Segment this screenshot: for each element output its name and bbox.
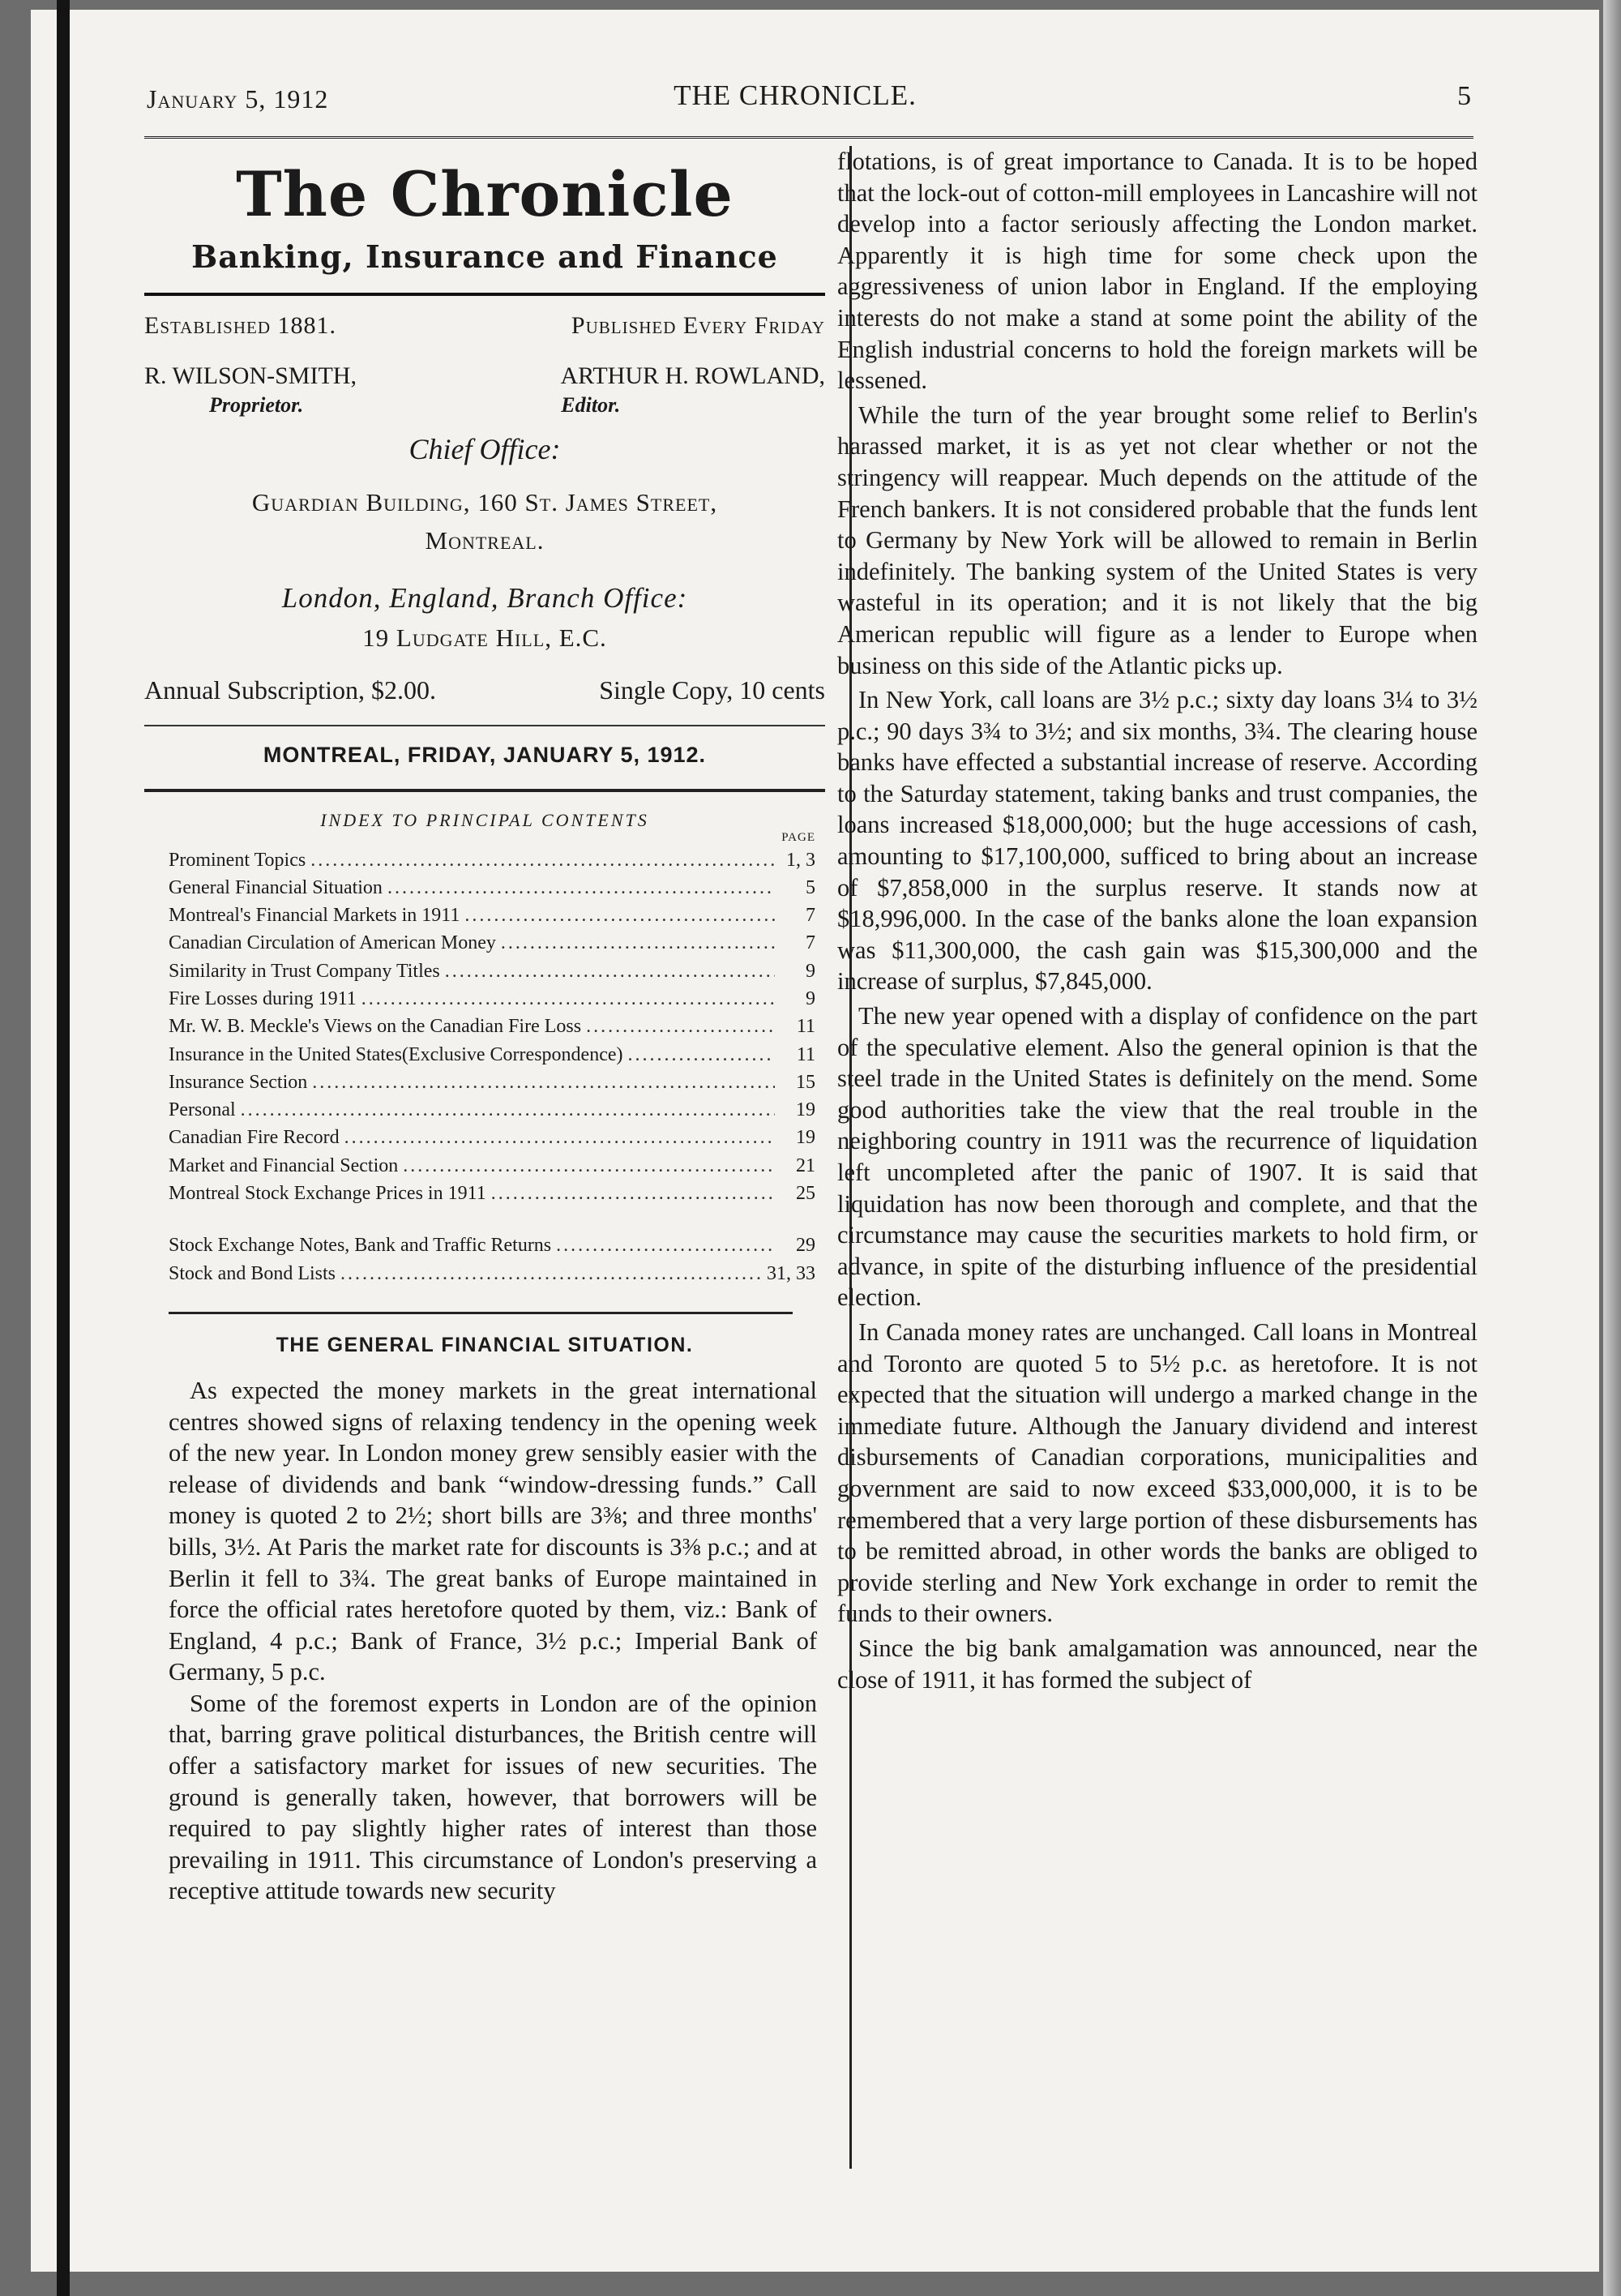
index-entry-label: General Financial Situation — [169, 876, 383, 898]
index-entry — [169, 1180, 815, 1207]
single-copy-price: Single Copy, 10 cents — [599, 675, 825, 705]
index-entry-label: Fire Losses during 1911 — [169, 987, 357, 1009]
index-leader-dots — [241, 1096, 775, 1124]
index-leader-dots — [403, 1152, 775, 1180]
index-entry-page: 25 — [796, 1183, 815, 1205]
index-page-header: PAGE — [781, 830, 815, 844]
editor-name: ARTHUR H. ROWLAND, — [560, 362, 825, 389]
index-leader-dots — [445, 957, 775, 985]
index-leader-dots — [556, 1232, 775, 1259]
article-heading: THE GENERAL FINANCIAL SITUATION. — [276, 1333, 694, 1356]
index-entry — [169, 1096, 815, 1124]
established-text: Established 1881. — [144, 312, 336, 339]
binding-edge — [57, 0, 70, 2296]
index-leader-dots — [627, 1041, 775, 1069]
index-entry — [169, 1041, 815, 1069]
page-number: 5 — [1457, 81, 1472, 111]
index-entry-label: Mr. W. B. Meckle's Views on the Canadian Fire Loss — [169, 1016, 582, 1038]
masthead — [144, 158, 825, 275]
index-leader-dots — [387, 874, 775, 902]
index-entry — [169, 957, 815, 985]
index-entry-page: 11 — [796, 1016, 815, 1038]
article-paragraph: Since the big bank amalgamation was announced, near the close of 1911, it has formed the subject of — [837, 1634, 1478, 1694]
index-list-secondary — [144, 1232, 825, 1287]
index-leader-dots — [344, 1124, 775, 1151]
index-entry-label: Canadian Fire Record — [169, 1127, 340, 1149]
header-title: THE CHRONICLE. — [674, 79, 917, 111]
index-leader-dots — [491, 1180, 775, 1207]
index-leader-dots — [586, 1013, 775, 1040]
header-date: January 5, 1912 — [147, 84, 329, 114]
index-entry-page: 7 — [806, 932, 815, 954]
index-entry — [169, 1013, 815, 1040]
index-entry-label: Canadian Circulation of American Money — [169, 932, 496, 954]
index-entry-label: Insurance in the United States(Exclusive Correspondence) — [169, 1043, 623, 1065]
article-paragraph: flotations, is of great importance to Canada. It is to be hoped that the lock-out of cotton-mill employees in Lancashire will not develop into a factor seriously affecting the London market. Apparently it is high time for some check upon the aggressiveness of union labor in England. If the employing interests do not make a stand at some point the ability of the English industrial concerns to hold the foreign markets will be lessened. — [837, 148, 1478, 395]
index-entry — [169, 1152, 815, 1180]
masthead-subtitle: Banking, Insurance and Finance — [191, 238, 778, 275]
branch-office-address: 19 Ludgate Hill, E.C. — [362, 623, 607, 652]
section-rule — [169, 1312, 793, 1314]
index-entry-page: 19 — [796, 1099, 815, 1121]
chief-office-address-line-2: Montreal. — [425, 525, 545, 555]
index-title: INDEX TO PRINCIPAL CONTENTS — [320, 809, 649, 830]
proprietor-name: R. WILSON-SMITH, — [144, 362, 357, 389]
index-entry-page: 15 — [796, 1071, 815, 1093]
index-entry-label: Montreal Stock Exchange Prices in 1911 — [169, 1183, 486, 1205]
index-entry — [169, 902, 815, 929]
index-entry-page: 5 — [806, 876, 815, 898]
article-paragraph: In New York, call loans are 3½ p.c.; sixty day loans 3¼ to 3½ p.c.; 90 days 3¾ to 3½; and six months, 3¾. The clearing house banks have effected a substantial increase of reserve. According to the Saturday statement, taking banks and trust companies, the loans increased $18,000,000; but the huge accessions of cash, amounting to $17,100,000, sufficed to bring about an increase of $7,858,000 in the surplus reserve. It stands now at $18,996,000. In the case of the banks alone the loan expansion was $11,300,000, the cash gain was $15,300,000 and the increase of surplus, $7,845,000. — [837, 686, 1478, 996]
article-body-left — [144, 1375, 825, 1907]
index-entry-page: 9 — [806, 987, 815, 1009]
page-edge — [1603, 0, 1621, 2296]
left-column — [144, 148, 825, 1907]
index-entry-page: 21 — [796, 1154, 815, 1176]
index-list — [144, 846, 825, 1208]
editor-role: Editor. — [561, 393, 621, 417]
subscription-rule — [144, 725, 825, 726]
published-text: Published Every Friday — [571, 312, 825, 339]
index-entry-label: Market and Financial Section — [169, 1154, 399, 1176]
chief-office-label: Chief Office: — [408, 433, 561, 465]
masthead-title: The Chronicle — [236, 158, 734, 230]
index-leader-dots — [340, 1260, 762, 1287]
article-paragraph: In Canada money rates are unchanged. Call loans in Montreal and Toronto are quoted 5 to 5½ p.c. as heretofore. It is not expected that the situation will undergo a marked change in the immediate future. Although the January dividend and interest disbursements of Canadian corporations, municipalities and government are said to now exceed $33,000,000, it is to be remembered that a very large portion of these disbursements has to be remitted abroad, in other words the banks are obliged to provide sterling and New York exchange in order to remit the funds to their owners. — [837, 1317, 1478, 1628]
staff-names — [144, 362, 825, 390]
index-leader-dots — [312, 1069, 775, 1096]
index-leader-dots — [361, 985, 775, 1013]
index-entry-page: 11 — [796, 1043, 815, 1065]
dateline-rule — [144, 789, 825, 792]
subscription-line — [144, 675, 825, 705]
index-leader-dots — [464, 902, 775, 929]
index-entry — [169, 985, 815, 1013]
index-entry-label: Personal — [169, 1099, 236, 1121]
article-paragraph: As expected the money markets in the great international centres showed signs of relaxing tendency in the opening week of the new year. In London money grew sensibly easier with the release of dividends and bank “window-dressing funds.” Call money is quoted 2 to 2½; short bills are 3⅜; and three months' bills, 3½. At Paris the market rate for discounts is 3⅜ p.c.; and at Berlin it fell to 3¾. The great banks of Europe maintained in force the official rates heretofore quoted by them, viz.: Bank of England, 4 p.c.; Bank of France, 3½ p.c.; Imperial Bank of Germany, 5 p.c. — [169, 1376, 817, 1686]
index-entry-label: Stock and Bond Lists — [169, 1262, 336, 1284]
running-header — [118, 73, 1472, 122]
article-body-right — [829, 146, 1478, 1695]
index-entry — [169, 1232, 815, 1259]
index-entry-page: 19 — [796, 1127, 815, 1149]
index-entry-label: Insurance Section — [169, 1071, 308, 1093]
index-entry-label: Similarity in Trust Company Titles — [169, 960, 440, 982]
index-entry-page: 29 — [796, 1235, 815, 1257]
issue-dateline: MONTREAL, FRIDAY, JANUARY 5, 1912. — [263, 742, 707, 767]
annual-subscription: Annual Subscription, $2.00. — [144, 675, 436, 705]
article-paragraph: Some of the foremost experts in London are of the opinion that, barring grave political disturbances, the British centre will offer a satisfactory market for issues of new securities. The ground is generally taken, however, that borrowers will be required to pay slightly higher rates of interest than those prevailing in 1911. This circumstance of London's preserving a receptive attitude towards new security — [169, 1689, 817, 1905]
index-entry-page: 31, 33 — [767, 1262, 815, 1284]
index-entry — [169, 846, 815, 874]
publication-info — [144, 312, 825, 340]
index-entry-page: 9 — [806, 960, 815, 982]
article-paragraph: The new year opened with a display of confidence on the part of the speculative element. Also the general opinion is that the steel trade in the United States is definitely on the mend. Some good authorities take the view that the real trouble in the neighboring country in 1911 was the recurrence of liquidation left uncompleted after the panic of 1907. It is said that liquidation has now been thorough and complete, and that the circumstance may cause the securities markets to hold firm, or advance, in spite of the disturbing influence of the presidential election. — [837, 1002, 1478, 1312]
index-leader-dots — [501, 929, 775, 957]
index-entry — [169, 929, 815, 957]
staff-roles — [144, 393, 825, 418]
index-entry-label: Prominent Topics — [169, 849, 306, 871]
chief-office-address-line-1: Guardian Building, 160 St. James Street, — [251, 488, 718, 516]
newspaper-page — [31, 10, 1599, 2272]
index-entry-page: 7 — [806, 905, 815, 927]
masthead-rule — [144, 293, 825, 296]
chief-office-address — [144, 484, 825, 559]
branch-office-label: London, England, Branch Office: — [281, 582, 688, 614]
index-entry-page: 1, 3 — [786, 849, 815, 871]
index-entry — [169, 874, 815, 902]
article-paragraph: While the turn of the year brought some relief to Berlin's harassed market, it is as yet not clear whether or not the stringency will reappear. Much depends on the attitude of the French bankers. It is not considered probable that the funds lent to Germany by New York will be allowed to remain in Berlin indefinitely. The banking system of the United States is very wasteful in its operation; and it is not likely that the big American republic will figure as a lender to Europe when business on this side of the Atlantic picks up. — [837, 401, 1478, 679]
index-leader-dots — [310, 846, 775, 874]
proprietor-role: Proprietor. — [209, 393, 304, 417]
header-rule — [144, 136, 1473, 141]
index-entry — [169, 1124, 815, 1151]
index-entry — [169, 1260, 815, 1287]
right-column — [829, 146, 1478, 1695]
index-entry-label: Stock Exchange Notes, Bank and Traffic Returns — [169, 1235, 552, 1257]
index-entry-label: Montreal's Financial Markets in 1911 — [169, 905, 460, 927]
index-entry — [169, 1069, 815, 1096]
